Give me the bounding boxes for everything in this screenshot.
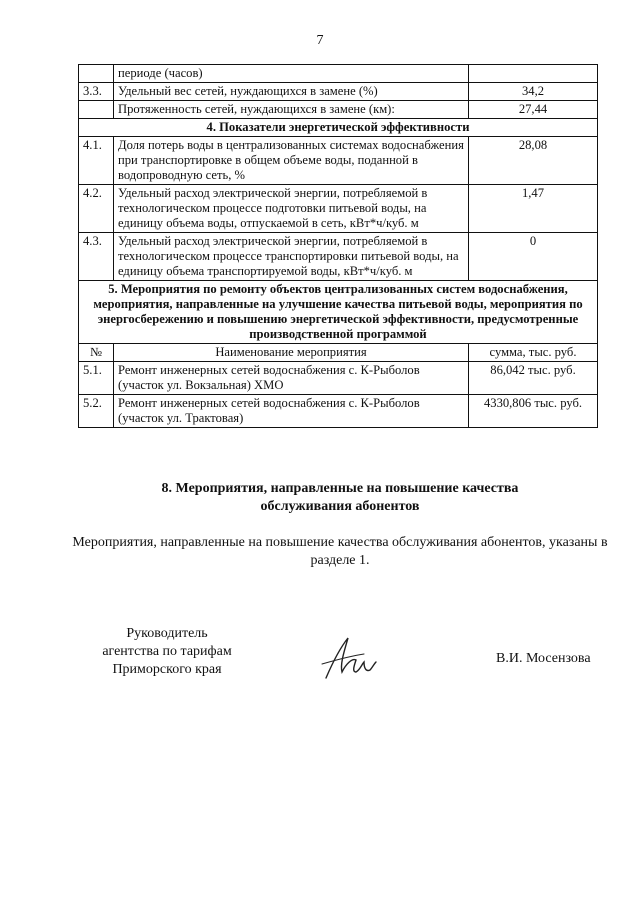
- row-number: 5.2.: [79, 395, 114, 428]
- signer-name: В.И. Мосензова: [496, 651, 591, 666]
- signer-position: [92, 625, 242, 679]
- row-number: 3.3.: [79, 83, 114, 101]
- row-number: 4.3.: [79, 233, 114, 281]
- row-number: [79, 101, 114, 119]
- row-value: 28,08: [469, 137, 598, 185]
- row-text: Протяженность сетей, нуждающихся в замене (км):: [114, 101, 469, 119]
- signer-position-line: Руководитель: [126, 626, 208, 641]
- page-number: 7: [316, 33, 324, 48]
- row-value: [469, 65, 598, 83]
- row-value: 27,44: [469, 101, 598, 119]
- row-text: Доля потерь воды в централизованных системах водоснабжения при транспортировке в общем объеме воды, поданной в водопроводную сеть, %: [114, 137, 469, 185]
- section5-title: 5. Мероприятия по ремонту объектов централизованных систем водоснабжения, мероприятия, направленные на улучшение качества питьевой воды, мероприятия по энергосбережению и повышению энергетической эффективности, предусмотренные производственной программой: [79, 281, 598, 344]
- section4-title: 4. Показатели энергетической эффективности: [79, 119, 598, 137]
- table-row: [79, 101, 598, 119]
- row-number: 5.1.: [79, 362, 114, 395]
- table-row: [79, 65, 598, 83]
- table-row: [79, 233, 598, 281]
- column-header-num: №: [79, 344, 114, 362]
- table-row: [79, 137, 598, 185]
- row-text: Удельный расход электрической энергии, потребляемой в технологическом процессе подготовки питьевой воды, на единицу объема воды, отпускаемой в сеть, кВт*ч/куб. м: [114, 185, 469, 233]
- row-text: Удельный расход электрической энергии, потребляемой в технологическом процессе транспортировки питьевой воды, на единицу объема транспортируемой воды, кВт*ч/куб. м: [114, 233, 469, 281]
- row-text: периоде (часов): [114, 65, 469, 83]
- table-row: [79, 185, 598, 233]
- column-header-sum: сумма, тыс. руб.: [469, 344, 598, 362]
- handwritten-signature: [318, 634, 380, 682]
- row-value: 4330,806 тыс. руб.: [469, 395, 598, 428]
- column-header-name: Наименование мероприятия: [114, 344, 469, 362]
- row-number: [79, 65, 114, 83]
- row-text: Удельный вес сетей, нуждающихся в замене (%): [114, 83, 469, 101]
- table-row: [79, 395, 598, 428]
- table-row: [79, 362, 598, 395]
- row-value: 86,042 тыс. руб.: [469, 362, 598, 395]
- row-text: Ремонт инженерных сетей водоснабжения с. К-Рыболов (участок ул. Трактовая): [114, 395, 469, 428]
- section8-paragraph: Мероприятия, направленные на повышение качества обслуживания абонентов, указаны в разделе 1.: [72, 535, 608, 568]
- signer-position-line: агентства по тарифам: [102, 644, 232, 659]
- section8-heading: 8. Мероприятия, направленные на повышение качества обслуживания абонентов: [161, 481, 519, 514]
- table-row: [79, 83, 598, 101]
- indicators-table: [78, 64, 598, 428]
- row-text: Ремонт инженерных сетей водоснабжения с. К-Рыболов (участок ул. Вокзальная) ХМО: [114, 362, 469, 395]
- section-header-row: [79, 281, 598, 344]
- row-value: 34,2: [469, 83, 598, 101]
- column-header-row: [79, 344, 598, 362]
- row-value: 0: [469, 233, 598, 281]
- signer-position-line: Приморского края: [112, 662, 222, 677]
- section-header-row: [79, 119, 598, 137]
- row-value: 1,47: [469, 185, 598, 233]
- row-number: 4.1.: [79, 137, 114, 185]
- row-number: 4.2.: [79, 185, 114, 233]
